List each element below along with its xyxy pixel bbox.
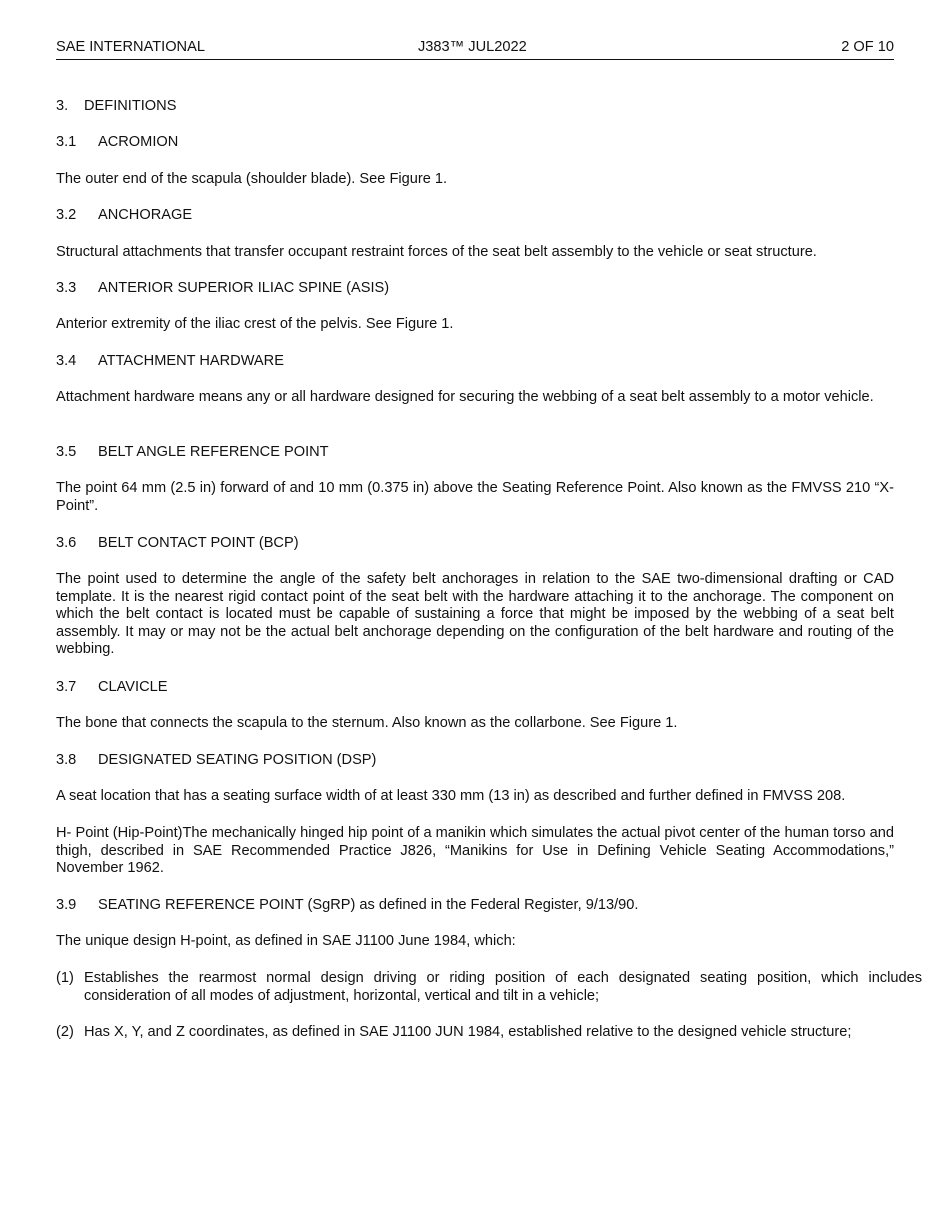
- definition-heading: [56, 679, 894, 697]
- list-item-number: (2): [56, 1024, 74, 1040]
- list-item: [56, 1024, 922, 1042]
- definition-title: ANTERIOR SUPERIOR ILIAC SPINE (ASIS): [98, 280, 390, 296]
- definition-number: 3.7: [56, 679, 77, 695]
- definition-title: BELT ANGLE REFERENCE POINT: [98, 444, 329, 460]
- list-item-text: Establishes the rearmost normal design driving or riding position of each designated seating position, which includes consideration of all modes of adjustment, horizontal, vertical and tilt in a vehicle;: [84, 970, 922, 1004]
- header-organization: SAE INTERNATIONAL: [56, 39, 205, 55]
- definition-text-hpoint: H- Point (Hip-Point)The mechanically hinged hip point of a manikin which simulates the actual pivot center of the human torso and thigh, described in SAE Recommended Practice J826, “Manikins for Use in Defining Vehicle Seating Accommodations,” November 1962.: [56, 825, 894, 877]
- definition-text: The unique design H-point, as defined in SAE J1100 June 1984, which:: [56, 933, 516, 949]
- definition-heading: [56, 752, 894, 770]
- definition-title: ANCHORAGE: [98, 207, 193, 223]
- definition-heading: [56, 134, 894, 152]
- definition-number: 3.6: [56, 535, 77, 551]
- definition-number: 3.8: [56, 752, 77, 768]
- page-header: [56, 38, 894, 60]
- definition-text: The outer end of the scapula (shoulder blade). See Figure 1.: [56, 171, 448, 187]
- definition-heading: [56, 535, 894, 553]
- definition-title: ACROMION: [98, 134, 179, 150]
- list-item: [56, 970, 922, 1005]
- definition-title: SEATING REFERENCE POINT (SgRP) as defined in the Federal Register, 9/13/90.: [98, 897, 639, 913]
- definition-text: A seat location that has a seating surface width of at least 330 mm (13 in) as described and further defined in FMVSS 208.: [56, 788, 846, 804]
- definition-number: 3.1: [56, 134, 77, 150]
- definition-heading: [56, 207, 894, 225]
- definition-heading: [56, 444, 894, 462]
- definition-heading: [56, 353, 894, 371]
- definition-title: CLAVICLE: [98, 679, 168, 695]
- definition-number: 3.2: [56, 207, 77, 223]
- definition-text: The bone that connects the scapula to the sternum. Also known as the collarbone. See Figure 1.: [56, 715, 678, 731]
- definition-number: 3.3: [56, 280, 77, 296]
- list-item-text: Has X, Y, and Z coordinates, as defined in SAE J1100 JUN 1984, established relative to the designed vehicle structure;: [84, 1024, 852, 1040]
- section-title: DEFINITIONS: [84, 98, 177, 114]
- definition-title: DESIGNATED SEATING POSITION (DSP): [98, 752, 377, 768]
- definition-number: 3.4: [56, 353, 77, 369]
- definition-text: Structural attachments that transfer occupant restraint forces of the seat belt assembly to the vehicle or seat structure.: [56, 244, 817, 260]
- definition-heading: [56, 280, 894, 298]
- definition-text: The point 64 mm (2.5 in) forward of and 10 mm (0.375 in) above the Seating Reference Point. Also known as the FMVSS 210 “X-Point”.: [56, 480, 894, 514]
- list-item-number: (1): [56, 970, 74, 986]
- definition-title: BELT CONTACT POINT (BCP): [98, 535, 299, 551]
- definition-text: Anterior extremity of the iliac crest of the pelvis. See Figure 1.: [56, 316, 454, 332]
- section-heading: [56, 98, 894, 116]
- definition-title: ATTACHMENT HARDWARE: [98, 353, 284, 369]
- definition-number: 3.5: [56, 444, 77, 460]
- header-document-id: J383™ JUL2022: [418, 39, 527, 55]
- definition-number: 3.9: [56, 897, 77, 913]
- header-page-number: 2 OF 10: [841, 39, 894, 55]
- section-number: 3.: [56, 98, 69, 114]
- definition-text: The point used to determine the angle of the safety belt anchorages in relation to the SAE two-dimensional drafting or CAD template. It is the nearest rigid contact point of the seat belt with the hardware attaching it to the anchorage. The component on which the belt contact is located must be capable of sustaining a force that might be imposed by the webbing of a seat belt assembly. It may or may not be the actual belt anchorage depending on the configuration of the belt hardware and routing of the webbing.: [56, 571, 894, 658]
- definition-heading: [56, 897, 894, 915]
- definition-text: Attachment hardware means any or all hardware designed for securing the webbing of a seat belt assembly to a motor vehicle.: [56, 389, 874, 405]
